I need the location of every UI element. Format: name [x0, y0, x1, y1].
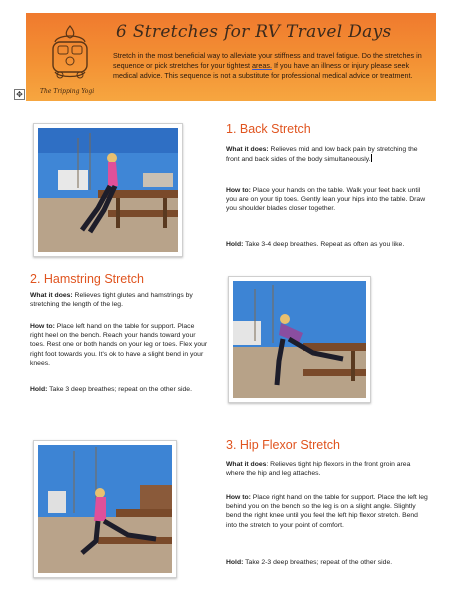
yogi-bus-logo	[45, 24, 95, 92]
back-hold-text: Take 3-4 deep breathes. Repeat as often as you like.	[243, 241, 405, 248]
hamstring-hold-label: Hold:	[30, 386, 48, 393]
intro-underlined-word: areas.	[252, 61, 273, 70]
text-cursor	[371, 154, 372, 162]
hip-flexor-stretch-what	[226, 460, 428, 478]
hamstring-what-label: What it does:	[30, 292, 73, 299]
hip-how-text: Place right hand on the table for support. Place the left leg behind you on the bench so the leg is on a slight angle. Slightly bend the right knee until you feel the left hip flexor stretch. Bend into the stretch to your point of comfort.	[226, 494, 428, 529]
intro-text-2: If you have an illness or injury please seek medical advice. This sequence is not a substitute for professional medical advice or treatment.	[113, 61, 413, 80]
back-hold-label: Hold:	[226, 241, 244, 248]
hip-flexor-stretch-photo	[33, 440, 177, 578]
back-how-label: How to:	[226, 187, 251, 194]
hamstring-hold-text: Take 3 deep breathes; repeat on the other side.	[47, 386, 192, 393]
hip-hold-text: Take 2-3 deep breathes; repeat of the other side.	[243, 559, 393, 566]
hip-hold-label: Hold:	[226, 559, 244, 566]
hamstring-stretch-how	[30, 322, 208, 368]
hamstring-stretch-heading: 2. Hamstring Stretch	[30, 272, 144, 286]
hamstring-how-text: Place left hand on the table for support. Place right heel on the bench. Reach your hands toward your toes. Rest one or both hands on your leg or toes. Flex your right foot towards you. It's ok to have a slight bend in your knees.	[30, 323, 208, 367]
hamstring-stretch-photo	[228, 276, 371, 403]
back-what-label: What it does:	[226, 146, 269, 153]
table-move-handle-icon[interactable]: ✥	[14, 89, 25, 100]
hip-what-label: What it does	[226, 461, 267, 468]
page-title: 6 Stretches for RV Travel Days	[116, 22, 392, 42]
hip-flexor-stretch-heading: 3. Hip Flexor Stretch	[226, 438, 340, 452]
back-stretch-hold	[226, 240, 426, 249]
back-what-text: Relieves mid and low back pain by stretching the front and back sides of the body simultaneously.	[226, 146, 418, 164]
back-stretch-what	[226, 145, 426, 164]
hamstring-stretch-hold	[30, 385, 208, 394]
hip-flexor-stretch-how	[226, 493, 428, 530]
hip-flexor-stretch-hold	[226, 558, 428, 567]
hip-what-text: : Relieves tight hip flexors in the front groin area where the hip and leg attaches.	[226, 461, 411, 478]
back-stretch-photo	[33, 123, 183, 257]
logo-caption: The Tripping Yogi	[40, 88, 95, 95]
hamstring-how-label: How to:	[30, 323, 55, 330]
intro-paragraph	[113, 51, 431, 81]
hamstring-stretch-what	[30, 291, 208, 309]
intro-text-1: Stretch in the most beneficial way to alleviate your stiffness and travel fatigue. Do the stretches in sequence or pick stretches for your tightest	[113, 51, 422, 70]
back-stretch-how	[226, 186, 426, 214]
back-stretch-heading: 1. Back Stretch	[226, 122, 311, 136]
back-how-text: Place your hands on the table. Walk your feet back until you are on your tip toes. Gently lean your hips into the table. Draw you shoulder blades closer together.	[226, 187, 426, 213]
hip-how-label: How to:	[226, 494, 251, 501]
hamstring-what-text: Relieves tight glutes and hamstrings by stretching the length of the leg.	[30, 292, 193, 309]
